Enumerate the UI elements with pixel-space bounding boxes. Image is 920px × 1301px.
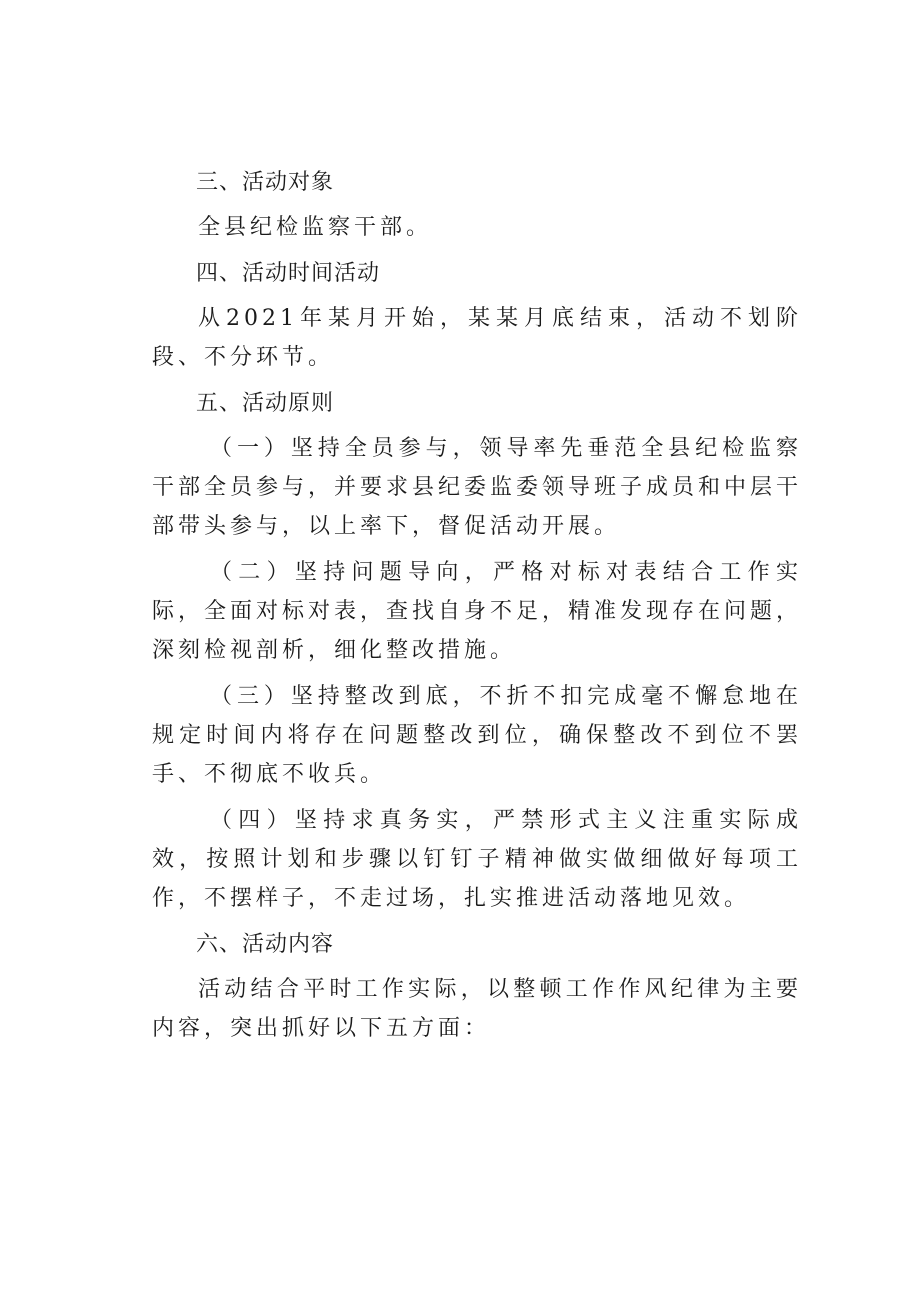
section-heading-activity-content: 六、活动内容 [196, 932, 335, 957]
section-heading-activity-target: 三、活动对象 [196, 170, 335, 195]
paragraph-principle-3: （三）坚持整改到底，不折不扣完成毫不懈怠地在规定时间内将存在问题整改到位，确保整改不到位不罢手、不彻底不收兵。 [152, 684, 802, 787]
section-heading-activity-time: 四、活动时间活动 [196, 261, 381, 286]
paragraph-activity-time: 从2021年某月开始，某某月底结束，活动不划阶段、不分环节。 [152, 306, 802, 370]
paragraph-principle-4: （四）坚持求真务实，严禁形式主义注重实际成效，按照计划和步骤以钉钉子精神做实做细做好每项工作，不摆样子，不走过场，扎实推进活动落地见效。 [152, 808, 802, 911]
paragraph-activity-content: 活动结合平时工作实际，以整顿工作作风纪律为主要内容，突出抓好以下五方面： [152, 977, 802, 1041]
document-body [152, 163, 802, 1055]
paragraph-principle-2: （二）坚持问题导向，严格对标对表结合工作实际，全面对标对表，查找自身不足，精准发现存在问题，深刻检视剖析，细化整改措施。 [152, 560, 803, 663]
paragraph-principle-1: （一）坚持全员参与，领导率先垂范全县纪检监察干部全员参与，并要求县纪委监委领导班子成员和中层干部带头参与，以上率下，督促活动开展。 [152, 436, 803, 539]
paragraph-activity-target: 全县纪检监察干部。 [198, 215, 433, 240]
section-heading-activity-principles: 五、活动原则 [196, 391, 335, 416]
